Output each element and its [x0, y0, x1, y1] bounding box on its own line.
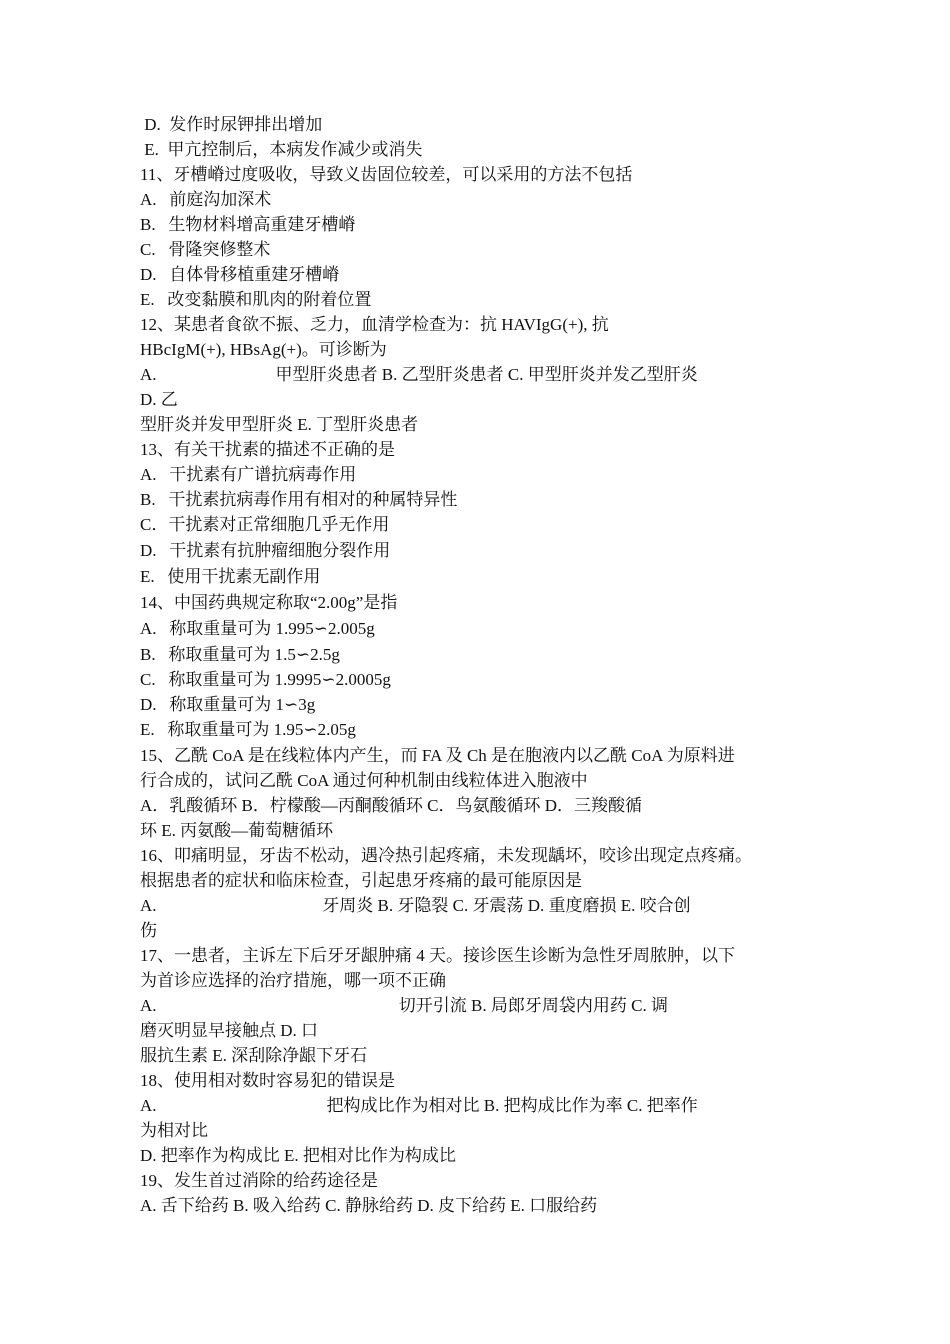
- text-line: D. 称取重量可为 1∽3g: [140, 695, 316, 714]
- text-line: A. 舌下给药 B. 吸入给药 C. 静脉给药 D. 皮下给药 E. 口服给药: [140, 1196, 598, 1215]
- text-line: B. 干扰素抗病毒作用有相对的种属特异性: [140, 490, 458, 509]
- text-line: A. 把构成比作为相对比 B. 把构成比作为率 C. 把率作: [140, 1096, 698, 1115]
- text-line: E. 使用干扰素无副作用: [140, 567, 321, 586]
- question-19: 19、发生首过消除的给药途径是: [140, 1171, 378, 1190]
- question-12: 12、某患者食欲不振、乏力，血清学检查为：抗 HAVIgG(+), 抗: [140, 315, 609, 334]
- text-line: C. 称取重量可为 1.9995∽2.0005g: [140, 670, 391, 689]
- text-line: E. 改变黏膜和肌肉的附着位置: [140, 290, 372, 309]
- question-15: 15、乙酰 CoA 是在线粒体内产生，而 FA 及 Ch 是在胞液内以乙酰 CoA 为原料进: [140, 746, 735, 765]
- text-line: 行合成的，试问乙酰 CoA 通过何种机制由线粒体进入胞液中: [140, 771, 588, 790]
- text-line: 为相对比: [140, 1121, 208, 1140]
- text-line: 型肝炎并发甲型肝炎 E. 丁型肝炎患者: [140, 415, 419, 434]
- text-line: 为首诊应选择的治疗措施，哪一项不正确: [140, 971, 446, 990]
- text-line: 根据患者的症状和临床检查，引起患牙疼痛的最可能原因是: [140, 871, 582, 890]
- text-line: B. 称取重量可为 1.5∽2.5g: [140, 645, 340, 664]
- text-line: 环 E. 丙氨酸—葡萄糖循环: [140, 821, 334, 840]
- question-18: 18、使用相对数时容易犯的错误是: [140, 1071, 395, 1090]
- question-11: 11、牙槽嵴过度吸收，导致义齿固位较差，可以采用的方法不包括: [140, 165, 633, 184]
- text-line: A. 牙周炎 B. 牙隐裂 C. 牙震荡 D. 重度磨损 E. 咬合创: [140, 896, 691, 915]
- question-17: 17、一患者，主诉左下后牙牙龈肿痛 4 天。接诊医生诊断为急性牙周脓肿，以下: [140, 946, 735, 965]
- text-line: D. 自体骨移植重建牙槽嵴: [140, 265, 340, 284]
- text-line: HBcIgM(+), HBsAg(+)。可诊断为: [140, 340, 387, 359]
- text-line: C．干扰素对正常细胞几乎无作用: [140, 515, 390, 534]
- question-16: 16、叩痛明显，牙齿不松动，遇冷热引起疼痛，未发现龋坏，咬诊出现定点疼痛。: [140, 846, 752, 865]
- text-line: B. 生物材料增高重建牙槽嵴: [140, 215, 356, 234]
- text-line: A. 切开引流 B. 局郎牙周袋内用药 C. 调: [140, 996, 668, 1015]
- text-line: C. 骨隆突修整术: [140, 240, 271, 259]
- text-line: 伤: [140, 921, 157, 940]
- text-line: A. 干扰素有广谱抗病毒作用: [140, 465, 357, 484]
- text-line: E. 甲亢控制后，本病发作减少或消失: [140, 140, 423, 159]
- text-line: D. 乙: [140, 390, 178, 409]
- text-line: A．乳酸循环 B．柠檬酸—丙酮酸循环 C．鸟氨酸循环 D．三羧酸循: [140, 796, 642, 815]
- text-line: 服抗生素 E. 深刮除净龈下牙石: [140, 1046, 368, 1065]
- text-line: E. 称取重量可为 1.95∽2.05g: [140, 720, 356, 739]
- text-line: D. 干扰素有抗肿瘤细胞分裂作用: [140, 541, 391, 560]
- text-line: D. 把率作为构成比 E. 把相对比作为构成比: [140, 1146, 456, 1165]
- text-line: A. 前庭沟加深术: [140, 190, 272, 209]
- text-line: 磨灭明显早接触点 D. 口: [140, 1021, 319, 1040]
- text-line: A. 称取重量可为 1.995∽2.005g: [140, 619, 375, 638]
- text-line: A. 甲型肝炎患者 B. 乙型肝炎患者 C. 甲型肝炎并发乙型肝炎: [140, 365, 698, 384]
- question-14: 14、中国药典规定称取“2.00g”是指: [140, 593, 398, 612]
- question-13: 13、有关干扰素的描述不正确的是: [140, 440, 395, 459]
- text-line: D. 发作时尿钾排出增加: [140, 115, 323, 134]
